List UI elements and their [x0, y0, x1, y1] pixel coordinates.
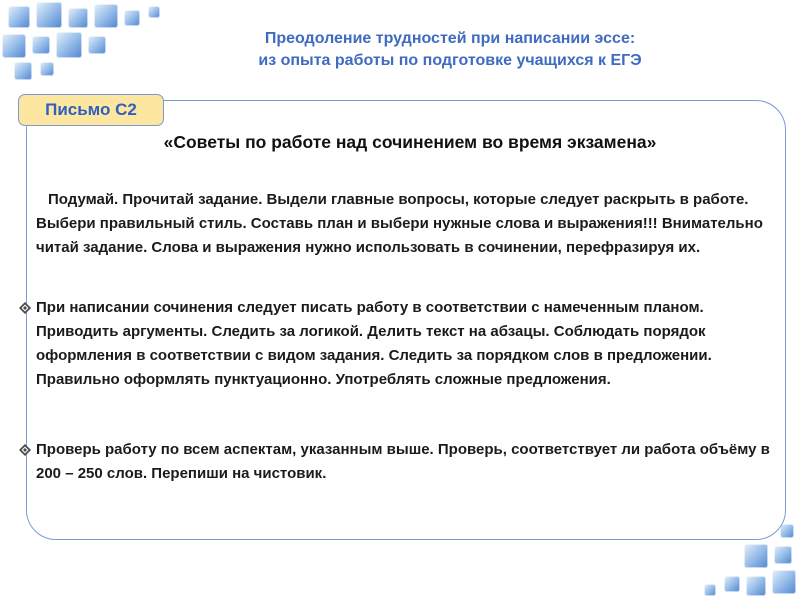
diamond-bullet-icon	[19, 444, 31, 456]
page-title	[150, 28, 750, 72]
section-badge	[18, 94, 164, 126]
paragraph-2: При написании сочинения следует писать работу в соответствии с намеченным планом. Приводить аргументы. Следить за логикой. Делить текст на абзацы. Соблюдать порядок оформления в соответствии с видом задания. Следить за порядком слов в предложении. Правильно оформлять пунктуационно. Употреблять сложные предложения.	[36, 299, 712, 388]
title-line-2: из опыта работы по подготовке учащихся к ЕГЭ	[258, 52, 642, 69]
paragraph-3: Проверь работу по всем аспектам, указанным выше. Проверь, соответствует ли работа объёму в 200 – 250 слов. Перепиши на чистовик.	[36, 441, 770, 482]
paragraph-1: Подумай. Прочитай задание. Выдели главные вопросы, которые следует раскрыть в работе. Выбери правильный стиль. Составь план и выбери нужные слова и выражения!!! Внимательно читай задание. Слова и выражения нужно использовать в сочинении, перефразируя их.	[36, 191, 763, 256]
section-subtitle: «Советы по работе над сочинением во время экзамена»	[163, 132, 657, 152]
diamond-bullet-icon	[19, 302, 31, 314]
title-line-1: Преодоление трудностей при написании эссе:	[264, 30, 636, 47]
section-badge-label: Письмо С2	[45, 100, 137, 119]
